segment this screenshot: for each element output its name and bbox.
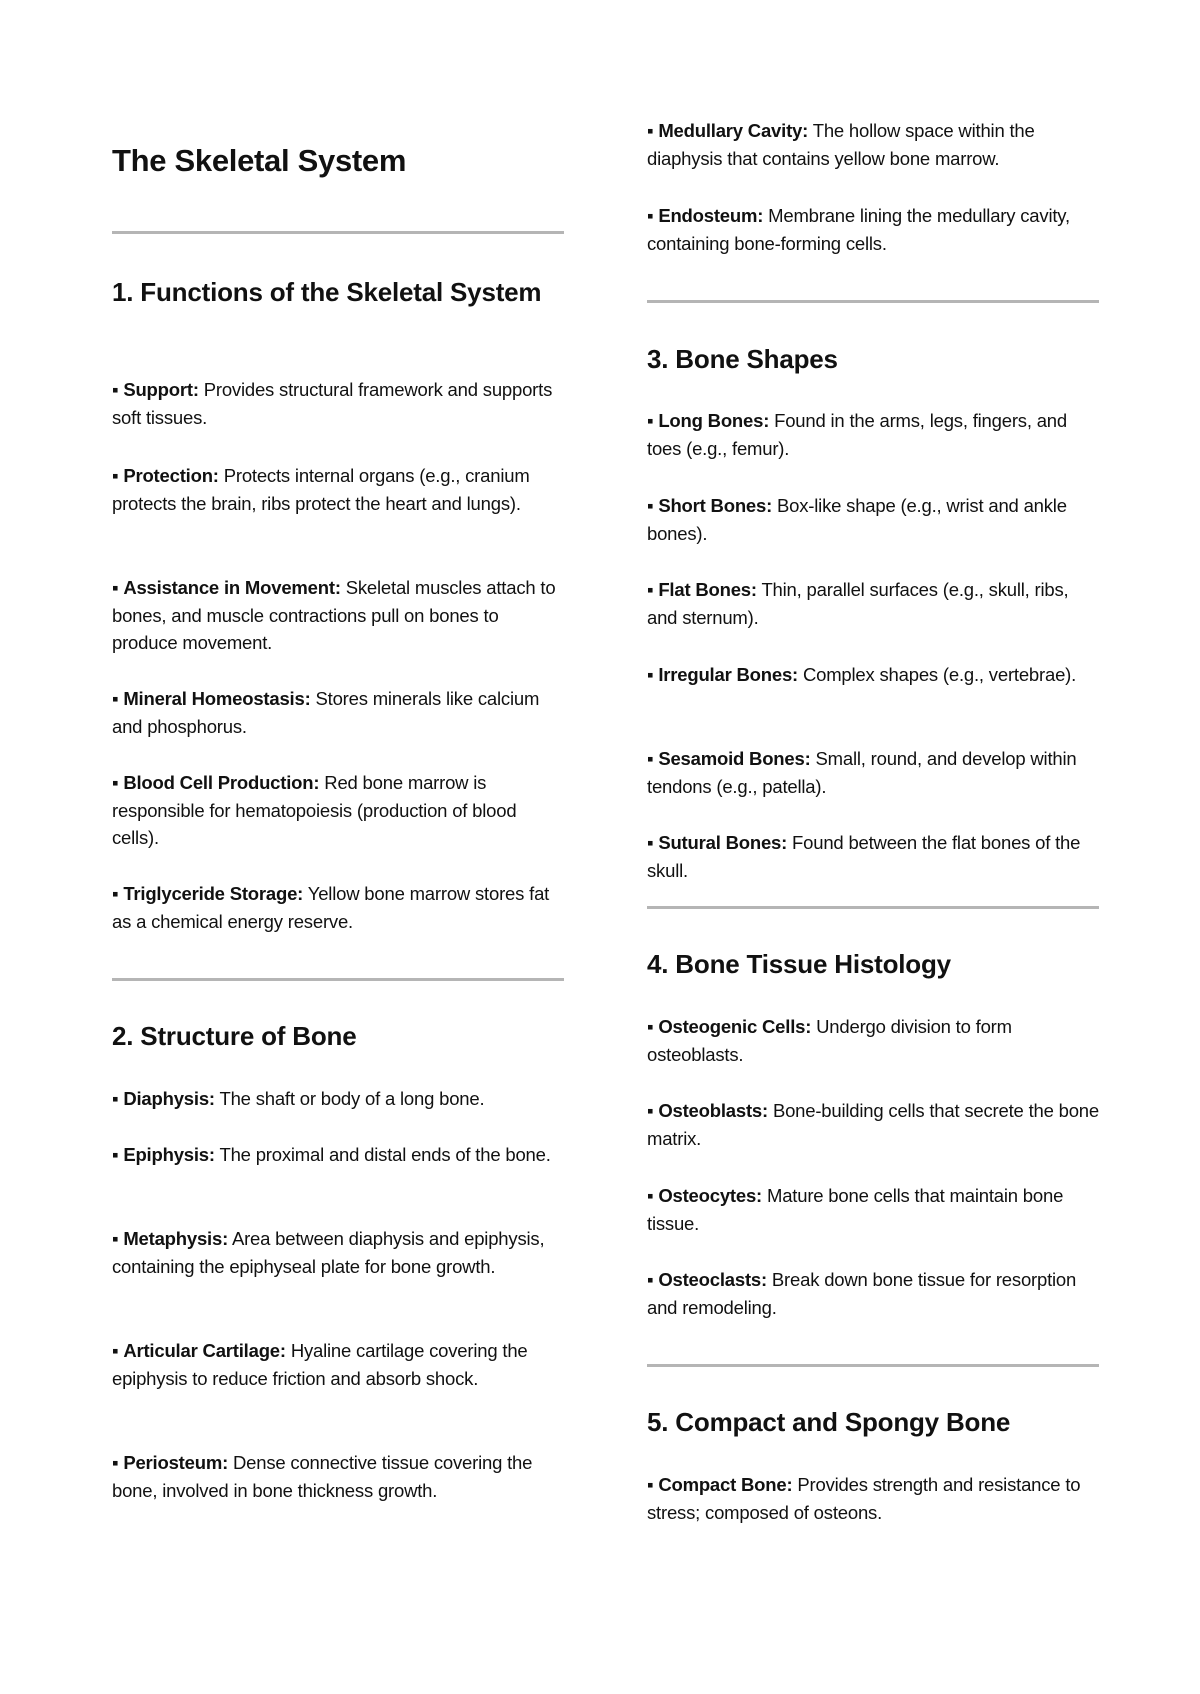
list-item: ▪ Sutural Bones: Found between the flat bones of the skull.	[647, 832, 1081, 881]
list-item: ▪ Endosteum: Membrane lining the medullary cavity, containing bone-forming cells.	[647, 205, 1070, 254]
section-heading-structure: 2. Structure of Bone	[112, 1021, 357, 1051]
list-item: ▪ Diaphysis: The shaft or body of a long bone.	[112, 1088, 485, 1109]
list-item: ▪ Metaphysis: Area between diaphysis and epiphysis, containing the epiphyseal plate for bone growth.	[112, 1228, 545, 1277]
list-item: ▪ Medullary Cavity: The hollow space within the diaphysis that contains yellow bone marrow.	[647, 120, 1035, 169]
list-item: ▪ Osteocytes: Mature bone cells that maintain bone tissue.	[647, 1185, 1064, 1234]
list-item: ▪ Osteoblasts: Bone-building cells that secrete the bone matrix.	[647, 1100, 1099, 1149]
list-item: ▪ Flat Bones: Thin, parallel surfaces (e.g., skull, ribs, and sternum).	[647, 579, 1069, 628]
list-item: ▪ Irregular Bones: Complex shapes (e.g., vertebrae).	[647, 664, 1077, 685]
page-title: The Skeletal System	[112, 143, 407, 178]
list-item: ▪ Triglyceride Storage: Yellow bone marrow stores fat as a chemical energy reserve.	[112, 883, 550, 932]
section-divider	[647, 300, 1099, 303]
list-item: ▪ Epiphysis: The proximal and distal ends of the bone.	[112, 1144, 551, 1165]
section-divider	[647, 906, 1099, 909]
section-divider	[647, 1364, 1099, 1367]
list-item: ▪ Protection: Protects internal organs (e.g., cranium protects the brain, ribs protect the heart and lungs).	[112, 465, 530, 514]
list-item: ▪ Articular Cartilage: Hyaline cartilage covering the epiphysis to reduce friction and absorb shock.	[112, 1340, 528, 1389]
list-item: ▪ Short Bones: Box-like shape (e.g., wrist and ankle bones).	[647, 495, 1067, 544]
section-divider	[112, 978, 564, 981]
section-heading-histology: 4. Bone Tissue Histology	[647, 949, 951, 979]
list-item: ▪ Osteoclasts: Break down bone tissue for resorption and remodeling.	[647, 1269, 1077, 1318]
section-heading-functions: 1. Functions of the Skeletal System	[112, 277, 542, 307]
section-heading-compact-spongy: 5. Compact and Spongy Bone	[647, 1407, 1011, 1437]
list-item: ▪ Compact Bone: Provides strength and resistance to stress; composed of osteons.	[647, 1474, 1081, 1523]
list-item: ▪ Support: Provides structural framework and supports soft tissues.	[112, 379, 553, 428]
list-item: ▪ Blood Cell Production: Red bone marrow is responsible for hematopoiesis (production of blood cells).	[112, 772, 517, 848]
list-item: ▪ Sesamoid Bones: Small, round, and develop within tendons (e.g., patella).	[647, 748, 1077, 797]
section-divider	[112, 231, 564, 234]
list-item: ▪ Osteogenic Cells: Undergo division to form osteoblasts.	[647, 1016, 1012, 1065]
list-item: ▪ Mineral Homeostasis: Stores minerals like calcium and phosphorus.	[112, 688, 540, 737]
section-heading-bone-shapes: 3. Bone Shapes	[647, 344, 838, 374]
list-item: ▪ Periosteum: Dense connective tissue covering the bone, involved in bone thickness growth.	[112, 1452, 533, 1501]
list-item: ▪ Long Bones: Found in the arms, legs, fingers, and toes (e.g., femur).	[647, 410, 1067, 459]
list-item: ▪ Assistance in Movement: Skeletal muscles attach to bones, and muscle contractions pull on bones to produce movement.	[112, 577, 556, 653]
